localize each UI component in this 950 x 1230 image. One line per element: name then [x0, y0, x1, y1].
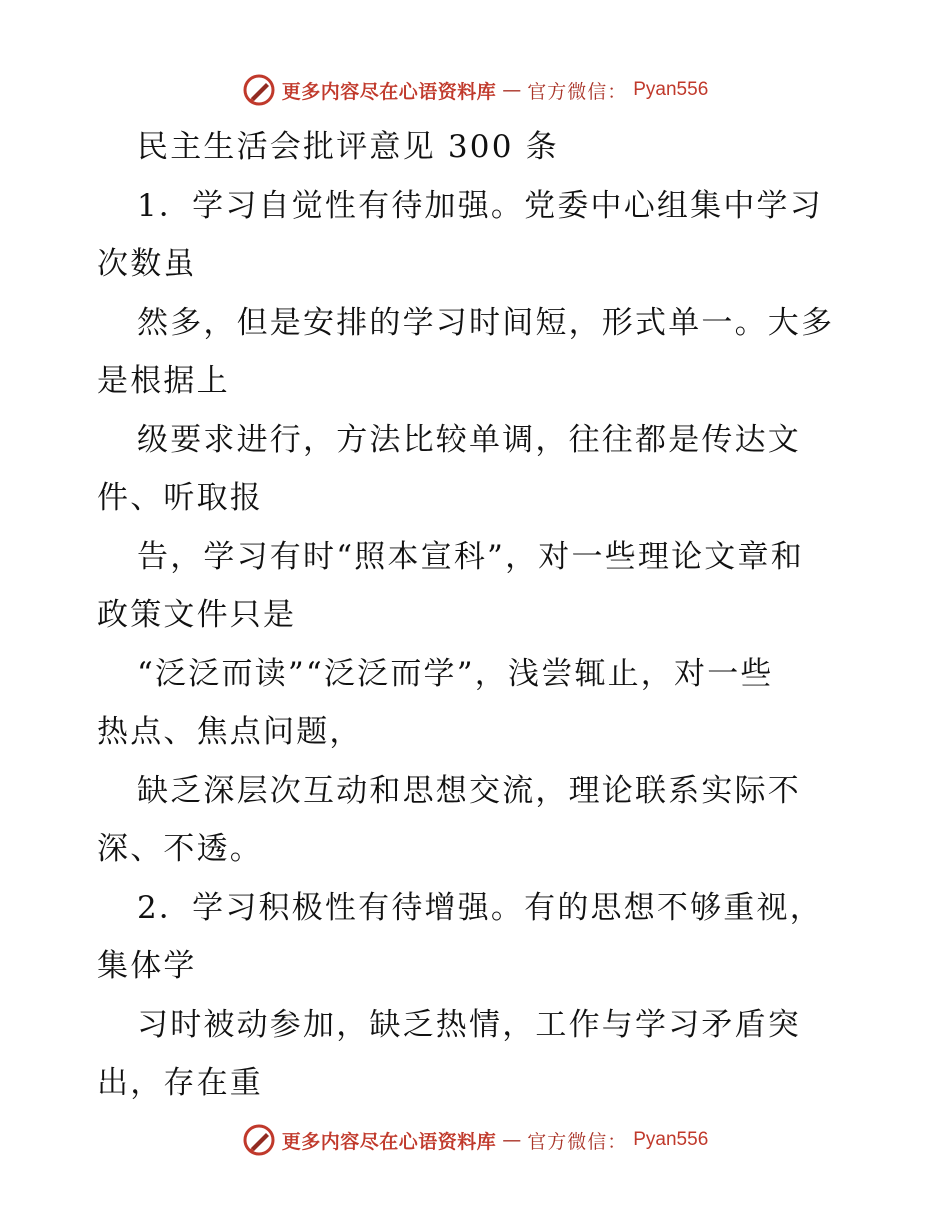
pen-logo-icon [242, 73, 276, 107]
watermark-slogan: 更多内容尽在心语资料库 [281, 80, 497, 103]
watermark-wechat-label: 官方微信： [527, 1130, 628, 1153]
text-line: 政策文件只是 [97, 597, 297, 633]
text-line: 是根据上 [97, 363, 230, 399]
watermark-content [242, 1123, 709, 1157]
watermark-wechat-id: Pyan556 [633, 1129, 709, 1150]
document-body [97, 118, 867, 1113]
text-line: 出，存在重 [97, 1065, 263, 1101]
text-line: 件、听取报 [97, 480, 263, 516]
text-line: 集体学 [97, 948, 197, 984]
text-line: 缺乏深层次互动和思想交流，理论联系实际不 [137, 772, 801, 809]
footer-watermark-banner [0, 1120, 950, 1160]
watermark-wechat-id: Pyan556 [633, 79, 709, 100]
text-line: 然多，但是安排的学习时间短，形式单一。大多 [137, 304, 835, 341]
watermark-wechat-label: 官方微信： [527, 80, 628, 103]
text-line: 民主生活会批评意见 300 条 [137, 129, 559, 165]
text-line: 1．学习自觉性有待加强。党委中心组集中学习 [137, 187, 823, 224]
watermark-content [242, 73, 709, 107]
text-line: 热点、焦点问题， [97, 714, 363, 750]
text-line: 2．学习积极性有待增强。有的思想不够重视， [137, 889, 823, 926]
watermark-slogan: 更多内容尽在心语资料库 [281, 1130, 497, 1153]
text-line: 次数虽 [97, 246, 197, 282]
header-watermark-banner [0, 70, 950, 110]
text-line: 习时被动参加，缺乏热情，工作与学习矛盾突 [137, 1006, 801, 1043]
text-line: 深、不透。 [97, 831, 263, 867]
watermark-dash: — [502, 1129, 522, 1151]
watermark-dash: — [502, 79, 522, 101]
text-line: 级要求进行，方法比较单调，往往都是传达文 [137, 421, 801, 458]
pen-logo-icon [242, 1123, 276, 1157]
text-line: 告，学习有时“照本宣科”，对一些理论文章和 [137, 538, 804, 575]
text-line: “泛泛而读”“泛泛而学”，浅尝辄止，对一些 [137, 655, 774, 692]
